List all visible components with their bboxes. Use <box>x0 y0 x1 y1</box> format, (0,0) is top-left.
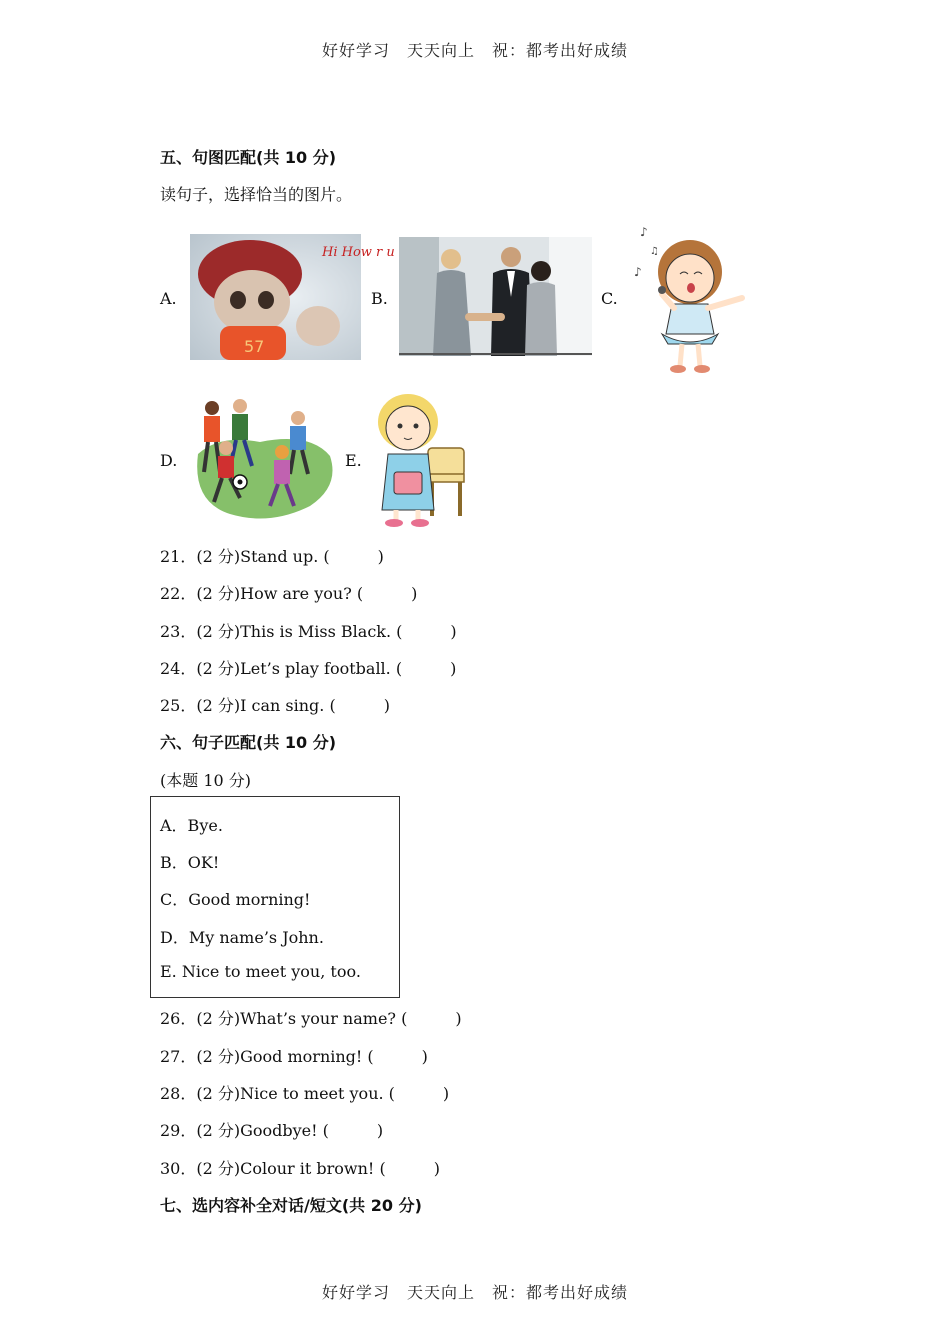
section7-title: 七、选内容补全对话/短文(共 20 分) <box>160 1196 422 1215</box>
question-25: 25．(2 分)I can sing. ( ) <box>160 696 390 715</box>
question-27: 27．(2 分)Good morning! ( ) <box>160 1047 428 1066</box>
question-22: 22．(2 分)How are you? ( ) <box>160 584 418 603</box>
picture-label-d: D. <box>160 451 178 470</box>
question-28: 28．(2 分)Nice to meet you. ( ) <box>160 1084 450 1103</box>
section6-title: 六、句子匹配(共 10 分) <box>160 733 337 752</box>
option-e: E. Nice to meet you, too. <box>160 962 361 981</box>
option-c: C．Good morning! <box>160 890 311 909</box>
picture-b-people-meeting <box>399 237 592 356</box>
question-21: 21．(2 分)Stand up. ( ) <box>160 547 384 566</box>
picture-e-girl-standing-by-chair <box>374 392 470 530</box>
question-26: 26．(2 分)What’s your name? ( ) <box>160 1009 462 1028</box>
picture-a-doll-waving <box>190 234 395 360</box>
svg-text:♪: ♪ <box>634 265 642 279</box>
page-header: 好好学习 天天向上 祝：都考出好成绩 <box>321 41 628 60</box>
picture-label-b: B. <box>371 289 388 308</box>
picture-label-a: A. <box>160 289 177 308</box>
question-30: 30．(2 分)Colour it brown! ( ) <box>160 1159 440 1178</box>
picture-d-kids-playing-football <box>190 394 335 524</box>
picture-label-e: E. <box>345 451 362 470</box>
svg-text:♪: ♪ <box>640 225 648 239</box>
section5-instruction: 读句子，选择恰当的图片。 <box>160 185 353 204</box>
page-footer: 好好学习 天天向上 祝：都考出好成绩 <box>321 1283 628 1302</box>
option-a: A．Bye. <box>160 816 223 835</box>
question-29: 29．(2 分)Goodbye! ( ) <box>160 1121 384 1140</box>
doll-speech-text: Hi How r u <box>322 245 395 260</box>
section5-title: 五、句图匹配(共 10 分) <box>160 148 337 167</box>
question-23: 23．(2 分)This is Miss Black. ( ) <box>160 622 457 641</box>
option-d: D．My name’s John. <box>160 928 324 947</box>
picture-c-girl-singing <box>632 224 746 374</box>
svg-text:57: 57 <box>244 337 265 356</box>
svg-text:♫: ♫ <box>650 246 659 257</box>
section6-note: (本题 10 分) <box>160 771 252 790</box>
question-24: 24．(2 分)Let’s play football. ( ) <box>160 659 457 678</box>
option-b: B．OK! <box>160 853 220 872</box>
picture-label-c: C. <box>601 289 618 308</box>
